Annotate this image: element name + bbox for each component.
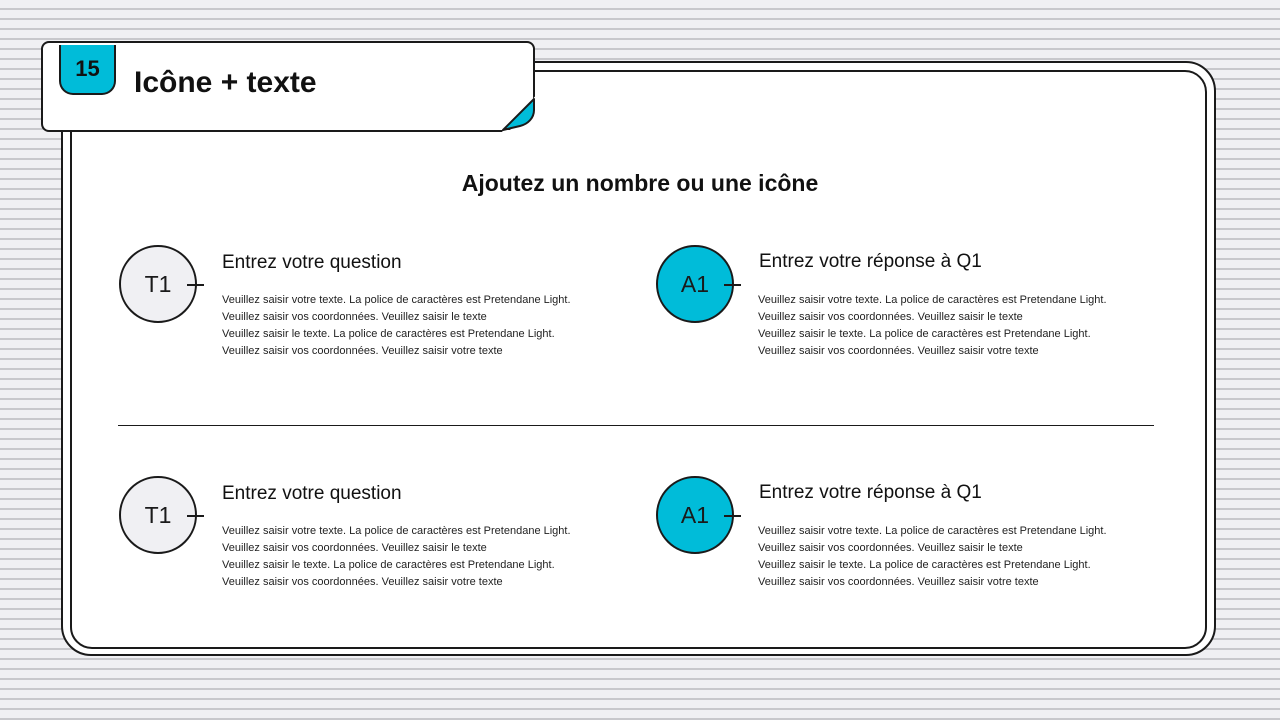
slide-number: 15 (75, 56, 100, 81)
body-line: Veuillez saisir votre texte. La police de caractères est Pretendane Light. (222, 294, 571, 306)
body-line: Veuillez saisir le texte. La police de caractères est Pretendane Light. (758, 328, 1091, 340)
section-subtitle: Ajoutez un nombre ou une icône (461, 170, 819, 196)
body-line: Veuillez saisir votre texte. La police de caractères est Pretendane Light. (758, 294, 1107, 306)
body-line: Veuillez saisir vos coordonnées. Veuillez saisir le texte (758, 311, 1023, 323)
answer-marker-circle (656, 476, 734, 554)
body-line: Veuillez saisir votre texte. La police de caractères est Pretendane Light. (222, 525, 571, 537)
body-line: Veuillez saisir vos coordonnées. Veuillez saisir votre texte (758, 576, 1039, 588)
answer-marker-circle (656, 245, 734, 323)
question-title: Entrez votre question (222, 483, 402, 504)
marker-tick (187, 284, 204, 286)
section-divider (118, 425, 1154, 426)
body-line: Veuillez saisir vos coordonnées. Veuillez saisir votre texte (758, 345, 1039, 357)
answer-body (758, 292, 1107, 360)
page-title: Icône + texte (134, 66, 317, 99)
body-line: Veuillez saisir le texte. La police de caractères est Pretendane Light. (758, 559, 1091, 571)
slide-number-badge (59, 45, 116, 95)
question-marker-label: T1 (144, 501, 172, 528)
question-marker-label: T1 (144, 270, 172, 297)
page-fold-corner (500, 96, 536, 132)
question-title: Entrez votre question (222, 252, 402, 273)
question-body (222, 523, 571, 591)
answer-marker-label: A1 (680, 270, 710, 297)
body-line: Veuillez saisir le texte. La police de caractères est Pretendane Light. (222, 328, 555, 340)
marker-tick (187, 515, 204, 517)
answer-title: Entrez votre réponse à Q1 (759, 482, 982, 503)
marker-tick (724, 515, 741, 517)
answer-body (758, 523, 1107, 591)
body-line: Veuillez saisir votre texte. La police de caractères est Pretendane Light. (758, 525, 1107, 537)
body-line: Veuillez saisir vos coordonnées. Veuillez saisir le texte (758, 542, 1023, 554)
body-line: Veuillez saisir vos coordonnées. Veuillez saisir votre texte (222, 345, 503, 357)
body-line: Veuillez saisir vos coordonnées. Veuillez saisir le texte (222, 311, 487, 323)
question-body (222, 292, 571, 360)
body-line: Veuillez saisir vos coordonnées. Veuillez saisir votre texte (222, 576, 503, 588)
marker-tick (724, 284, 741, 286)
question-marker-circle (119, 245, 197, 323)
answer-title: Entrez votre réponse à Q1 (759, 251, 982, 272)
question-marker-circle (119, 476, 197, 554)
answer-marker-label: A1 (680, 501, 710, 528)
body-line: Veuillez saisir le texte. La police de caractères est Pretendane Light. (222, 559, 555, 571)
body-line: Veuillez saisir vos coordonnées. Veuillez saisir le texte (222, 542, 487, 554)
